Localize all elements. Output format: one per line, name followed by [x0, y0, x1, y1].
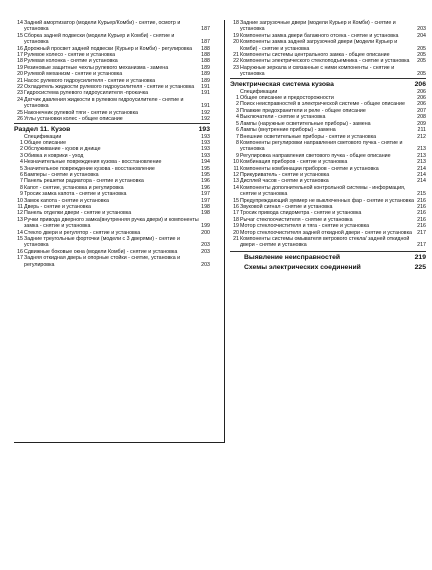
- toc-entry[interactable]: [14, 20, 210, 33]
- entry-title: Комбинация приборов - снятие и установка: [240, 159, 348, 166]
- entry-title: Задние треугольные форточки (модели с 3 дверями) - снятие и установка: [24, 236, 180, 249]
- entry-title: Насос рулевого гидроусилителя - снятие и установка: [24, 77, 156, 84]
- toc-entry[interactable]: [230, 185, 426, 198]
- divider: [230, 78, 426, 79]
- entry-number: 15: [17, 236, 23, 242]
- entry-title: Лампы (наружные осветительные приборы) - замена: [240, 120, 371, 127]
- entry-title: Датчик давления жидкости в рулевом гидроусилителе - снятие и установка: [24, 96, 184, 110]
- entry-title: Общее описание: [24, 139, 67, 146]
- entry-page-number: 214: [417, 165, 426, 172]
- entry-title: Сборка задней подвески (модели Курьер и Комби) - снятие и установка: [24, 32, 175, 46]
- entry-page-number: 187: [201, 39, 210, 46]
- entry-number: 3: [236, 107, 239, 114]
- entry-page-number: 193: [201, 146, 210, 153]
- toc-entry[interactable]: [14, 255, 210, 268]
- toc-entry[interactable]: [230, 20, 426, 33]
- entry-page-number: 200: [201, 229, 210, 236]
- entry-title: Рулевое колесо - снятие и установка: [24, 52, 116, 59]
- entry-title: Обивка и коврики - уход: [24, 152, 84, 159]
- entry-page-number: 206: [417, 88, 426, 95]
- section-page: 225: [414, 263, 426, 271]
- entry-page-number: 193: [201, 139, 210, 146]
- entry-title: Компоненты комбинации приборов - снятие и установка: [240, 165, 379, 172]
- entry-number: 16: [233, 203, 239, 210]
- entry-number: 16: [17, 45, 23, 52]
- entry-page-number: 213: [417, 159, 426, 166]
- entry-number: 15: [17, 32, 23, 39]
- entry-title: Мотор стеклоочистителя и тяга - снятие и установка: [240, 223, 370, 230]
- entry-page-number: 188: [201, 45, 210, 52]
- entry-title: Дверь - снятие и установка: [24, 203, 91, 210]
- entry-page-number: 206: [417, 95, 426, 102]
- entry-title: Замок капота - снятие и установка: [24, 197, 109, 204]
- entry-title: Рулевой механизм - снятие и установка: [24, 71, 123, 78]
- divider: [14, 123, 210, 124]
- entry-page-number: 211: [417, 127, 426, 134]
- entry-title: Компоненты дополнительной контрольной системы - информация, снятие и установка: [240, 184, 406, 198]
- entry-title: Задние загрузочные двери (модели Курьер и Комби) - снятие и установка: [240, 20, 396, 33]
- section-page: 206: [414, 80, 426, 88]
- entry-number: 12: [233, 171, 239, 178]
- entry-number: 19: [17, 64, 23, 71]
- column-divider-vertical: [224, 20, 225, 442]
- entry-number: 23: [233, 64, 239, 71]
- entry-page-number: 203: [201, 248, 210, 255]
- entry-page-number: 191: [201, 84, 210, 91]
- entry-number: 12: [17, 210, 23, 217]
- entry-number: 7: [236, 133, 239, 140]
- entry-title: Бамперы - снятие и установка: [24, 171, 99, 178]
- toc-entry[interactable]: [230, 140, 426, 153]
- entry-number: 14: [17, 20, 23, 26]
- entry-title: Компоненты замка двери багажного отсека - снятие и установка: [240, 32, 399, 39]
- entry-number: 17: [233, 210, 239, 217]
- entry-page-number: 199: [201, 223, 210, 230]
- entry-number: 8: [20, 184, 23, 191]
- entry-page-number: 206: [417, 101, 426, 108]
- entry-number: 3: [20, 152, 23, 159]
- toc-entry[interactable]: [14, 116, 210, 122]
- entry-number: 6: [20, 171, 23, 178]
- entry-page-number: 208: [417, 114, 426, 121]
- entry-page-number: 192: [201, 109, 210, 116]
- entry-page-number: 216: [417, 210, 426, 217]
- entry-number: 21: [233, 236, 239, 242]
- entry-page-number: 203: [201, 242, 210, 249]
- entry-page-number: 217: [417, 229, 426, 236]
- entry-title: Дисплей часов - снятие и установка: [240, 178, 329, 185]
- entry-page-number: 192: [201, 116, 210, 123]
- entry-title: Рулевая колонка - снятие и установка: [24, 58, 118, 65]
- entry-number: 21: [233, 52, 239, 59]
- entry-page-number: 193: [201, 133, 210, 140]
- entry-title: Внешние осветительные приборы - снятие и установка: [240, 133, 377, 140]
- entry-number: 18: [233, 20, 239, 26]
- entry-page-number: 191: [201, 90, 210, 97]
- entry-title: Панель решетки радиатора - снятие и установка: [24, 178, 144, 185]
- entry-number: 14: [17, 229, 23, 236]
- entry-number: 18: [233, 216, 239, 223]
- entry-number: 14: [233, 184, 239, 191]
- entry-number: 22: [17, 84, 23, 91]
- entry-number: 5: [20, 165, 23, 172]
- toc-left-column: [14, 20, 210, 268]
- entry-number: 23: [17, 90, 23, 97]
- entry-page-number: 216: [417, 223, 426, 230]
- entry-number: 1: [236, 95, 239, 102]
- entry-title: Регулировка направления светового пучка - общее описание: [240, 152, 391, 159]
- entry-number: 5: [236, 120, 239, 127]
- entry-number: 26: [17, 116, 23, 123]
- entry-page-number: 191: [201, 103, 210, 110]
- entry-title: Наружные зеркала и связанные с ними компоненты - снятие и установка: [240, 64, 395, 78]
- entry-title: Резиновые защитные чехлы рулевого механизма - замена: [24, 64, 169, 71]
- entry-number: 20: [233, 39, 239, 46]
- entry-number: 25: [17, 109, 23, 116]
- entry-number: 2: [236, 101, 239, 108]
- section-heading-electrical[interactable]: [230, 81, 426, 89]
- entry-title: Тросик привода спидометра - снятие и установка: [240, 210, 362, 217]
- entry-number: 4: [236, 114, 239, 121]
- entry-page-number: 214: [417, 171, 426, 178]
- entry-title: Звуковой сигнал - снятие и установка: [240, 203, 333, 210]
- entry-page-number: 189: [201, 77, 210, 84]
- entry-page-number: 214: [417, 178, 426, 185]
- toc-entry[interactable]: [14, 217, 210, 230]
- entry-page-number: 205: [417, 58, 426, 65]
- column-divider-horizontal: [14, 442, 225, 443]
- entry-page-number: 196: [201, 184, 210, 191]
- entry-page-number: 197: [201, 197, 210, 204]
- entry-page-number: 193: [201, 152, 210, 159]
- toc-entry[interactable]: [230, 39, 426, 52]
- entry-page-number: 212: [417, 133, 426, 140]
- entry-title: Компоненты регулировки направления светового пучка - снятие и установка: [240, 139, 403, 153]
- entry-title: Обслуживание - кузов и днище: [24, 146, 101, 153]
- toc-entry[interactable]: [14, 97, 210, 110]
- entry-page-number: 216: [417, 203, 426, 210]
- entry-page-number: 189: [201, 64, 210, 71]
- entry-number: 7: [20, 178, 23, 185]
- entry-number: 20: [17, 71, 23, 78]
- entry-title: Компоненты электрического стеклоподъемника - снятие и установка: [240, 58, 410, 65]
- toc-entry[interactable]: [230, 65, 426, 78]
- entry-number: 6: [236, 127, 239, 134]
- entry-title: Рычаг стеклоочистителя - снятие и установка: [240, 216, 353, 223]
- entry-number: 11: [17, 203, 23, 210]
- entry-number: 13: [233, 178, 239, 185]
- entry-number: 19: [233, 32, 239, 39]
- entry-number: 9: [236, 152, 239, 159]
- entry-title: Общее описание и предосторожности: [240, 95, 334, 102]
- section-heading-wiring[interactable]: [230, 264, 426, 272]
- entry-title: Компоненты замка задней загрузочной двери (модели Курьер и Комби) - снятие и установка: [240, 39, 398, 52]
- entry-number: 10: [17, 197, 23, 204]
- entry-title: Спецификации: [24, 133, 62, 140]
- entry-title: Углы установки колес - общее описание: [24, 116, 123, 123]
- entry-page-number: 216: [417, 197, 426, 204]
- section-heading-body[interactable]: [14, 126, 210, 134]
- entry-number: 21: [17, 77, 23, 84]
- entry-page-number: 195: [201, 165, 210, 172]
- entry-title: Незначительные повреждения кузова - восстановление: [24, 159, 162, 166]
- entry-number: 10: [233, 159, 239, 166]
- section-page: 193: [198, 125, 210, 133]
- entry-page-number: 195: [201, 171, 210, 178]
- section-heading-troubleshooting[interactable]: [230, 254, 426, 262]
- entry-number: 24: [17, 96, 23, 103]
- entry-title: Охладитель жидкости рулевого гидроусилителя - снятие и установка: [24, 84, 195, 91]
- entry-number: 18: [17, 58, 23, 65]
- entry-page-number: 213: [417, 146, 426, 153]
- entry-title: Тросик замка капота - снятие и установка: [24, 191, 127, 198]
- entry-title: Стекло двери и регулятор - снятие и установка: [24, 229, 141, 236]
- divider: [230, 251, 426, 252]
- entry-title: Прикуриватель - снятие и установка: [240, 171, 330, 178]
- section-title: Выявление неисправностей: [244, 253, 341, 261]
- entry-page-number: 197: [201, 191, 210, 198]
- entry-title: Гидросистема рулевого гидроусилителя -прокачка: [24, 90, 149, 97]
- entry-page-number: 194: [201, 159, 210, 166]
- entry-title: Спецификации: [240, 88, 278, 95]
- entry-page-number: 187: [201, 26, 210, 33]
- entry-number: 20: [233, 229, 239, 236]
- entry-title: Мотор стеклоочистителя задней откидной двери - снятие и установка: [240, 229, 412, 236]
- entry-page-number: 216: [417, 216, 426, 223]
- entry-number: 9: [20, 191, 23, 198]
- section-title: Электрическая система кузова: [230, 80, 334, 88]
- entry-page-number: 198: [201, 203, 210, 210]
- entry-title: Компоненты системы омывателя ветрового стекла/ задней откидной двери - снятие и установка: [240, 236, 410, 249]
- entry-title: Задний амортизатор (модели Курьер/Комби) - снятие, осмотр и установка: [24, 20, 181, 33]
- entry-number: 22: [233, 58, 239, 65]
- entry-title: Ручки привода дверного замка(внутренняя ручка двери) и компоненты замка - снятие и установка: [24, 216, 199, 230]
- entry-title: Выключатели - снятие и установка: [240, 114, 326, 121]
- entry-title: Лампы (внутренние приборы) - замена: [240, 127, 336, 134]
- entry-page-number: 217: [417, 242, 426, 249]
- entry-title: Сдвижные боковые окна (модели Комби) - снятие и установка: [24, 248, 178, 255]
- entry-number: 11: [233, 165, 239, 172]
- entry-title: Дорожный просвет задней подвески (Курьер и Комби) - регулировка: [24, 45, 193, 52]
- toc-entry[interactable]: [14, 33, 210, 46]
- toc-entry[interactable]: [230, 236, 426, 249]
- entry-title: Наконечник рулевой тяги - снятие и установка: [24, 109, 138, 116]
- entry-page-number: 198: [201, 210, 210, 217]
- entry-page-number: 188: [201, 52, 210, 59]
- entry-number: 13: [17, 216, 23, 223]
- entry-page-number: 207: [417, 107, 426, 114]
- entry-page-number: 205: [417, 71, 426, 78]
- entry-title: Задняя откидная дверь и опорные стойки - снятие, установка и регулировка: [24, 255, 181, 268]
- entry-number: 4: [20, 159, 23, 166]
- entry-title: Панель отделки двери - снятие и установка: [24, 210, 132, 217]
- entry-page-number: 213: [417, 152, 426, 159]
- toc-entry[interactable]: [14, 236, 210, 249]
- entry-page-number: 189: [201, 71, 210, 78]
- entry-page-number: 209: [417, 120, 426, 127]
- entry-title: Значительное повреждение кузова - восстановление: [24, 165, 155, 172]
- entry-page-number: 205: [417, 45, 426, 52]
- section-title: Схемы электрических соединений: [244, 263, 361, 271]
- entry-page-number: 188: [201, 58, 210, 65]
- entry-number: 15: [233, 197, 239, 204]
- entry-page-number: 203: [201, 261, 210, 268]
- entry-title: Капот - снятие, установка и регулировка: [24, 184, 124, 191]
- entry-page-number: 204: [417, 32, 426, 39]
- entry-title: Плавкие предохранители и реле - общее описание: [240, 107, 366, 114]
- entry-number: 17: [17, 255, 23, 262]
- entry-page-number: 203: [417, 26, 426, 33]
- entry-page-number: 215: [417, 191, 426, 198]
- entry-number: 19: [233, 223, 239, 230]
- entry-page-number: 196: [201, 178, 210, 185]
- entry-title: Поиск неисправностей в электрической системе - общее описание: [240, 101, 405, 108]
- entry-number: 16: [17, 248, 23, 255]
- entry-number: 8: [236, 139, 239, 146]
- entry-number: 2: [20, 146, 23, 153]
- section-title: Раздел 11. Кузов: [14, 125, 71, 133]
- entry-title: Компоненты системы центрального замка - общее описание: [240, 52, 390, 59]
- toc-right-column: [230, 20, 426, 272]
- entry-title: Предупреждающий зуммер не выключенных фар - снятие и установка: [240, 197, 414, 204]
- section-page: 219: [414, 253, 426, 261]
- entry-page-number: 205: [417, 52, 426, 59]
- entry-number: 1: [20, 139, 23, 146]
- entry-number: 17: [17, 52, 23, 59]
